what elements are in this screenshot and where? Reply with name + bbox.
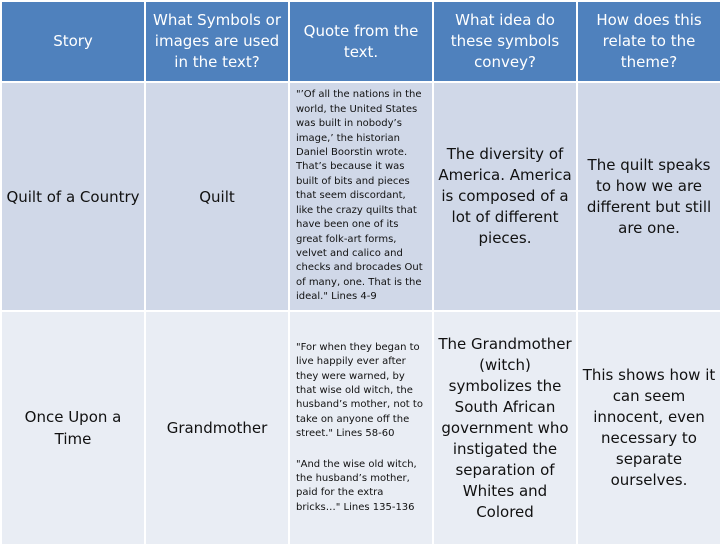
symbol-cell: Quilt [145,82,289,311]
theme-cell: This shows how it can seem innocent, even necessary to separate ourselves. [577,311,720,545]
theme-cell: The quilt speaks to how we are different but still are one. [577,82,720,311]
quote-text: "For when they began to live happily ever after they were warned, by that wise old witch, the husband’s mother, not to take on anyone off the street." Lines 58-60 [296,341,423,440]
quote-cell [289,82,433,311]
table-row [1,82,720,311]
idea-cell: The Grandmother (witch) symbolizes the South African government who instigated the separation of Whites and Colored [433,311,577,545]
quote-text: "’Of all the nations in the world, the United States was built in nobody’s image,’ the historian Daniel Boorstin wrote. That’s because it was built of bits and pieces that seem discordant, like the crazy quilts that have been one of its great folk-art forms, velvet and calico and checks and brocades Out of many, one. That is the ideal." Lines 4-9 [296,89,423,303]
symbol-cell: Grandmother [145,311,289,545]
header-symbols: What Symbols or images are used in the text? [145,1,289,82]
header-theme: How does this relate to the theme? [577,1,720,82]
table-row [1,311,720,545]
quote-cell [289,311,433,545]
header-story: Story [1,1,145,82]
header-quote: Quote from the text. [289,1,433,82]
header-row [1,1,720,82]
story-cell: Quilt of a Country [1,82,145,311]
story-cell: Once Upon a Time [1,311,145,545]
quote-text: "And the wise old witch, the husband’s mother, paid for the extra bricks…" Lines 135-136 [296,458,417,513]
header-idea: What idea do these symbols convey? [433,1,577,82]
idea-cell: The diversity of America. America is composed of a lot of different pieces. [433,82,577,311]
quote-spacer [296,442,426,458]
